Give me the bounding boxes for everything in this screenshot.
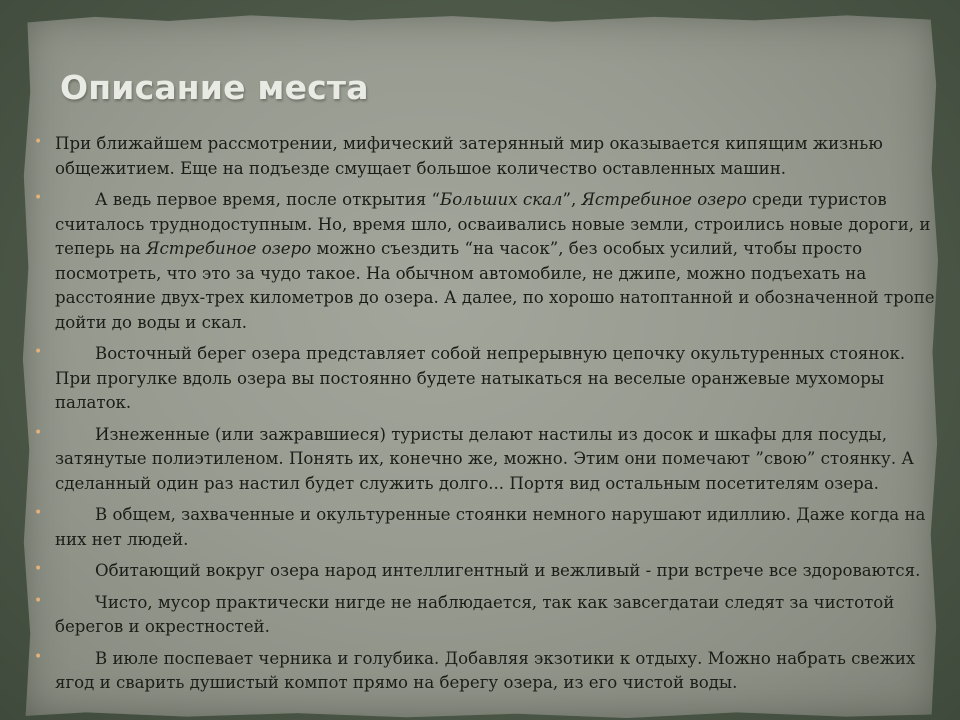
slide-title: Описание места xyxy=(60,68,369,107)
bullet-text-part: среди туристов считалось труднодоступным. Но, время шло, осваивались новые земли, строились новые дороги, и теперь на xyxy=(55,190,931,258)
bullet-item xyxy=(34,342,944,416)
bullet-item xyxy=(34,188,944,335)
bullet-list xyxy=(34,132,944,703)
bullet-text: Чисто, мусор практически нигде не наблюдается, так как завсегдатаи следят за чистотой берегов и окрестностей. xyxy=(55,592,895,636)
bullet-icon: • xyxy=(34,592,43,609)
bullet-text-italic: Ястребиное озеро xyxy=(146,239,312,258)
bullet-item xyxy=(34,503,944,552)
bullet-icon: • xyxy=(34,648,43,665)
bullet-text: В июле поспевает черника и голубика. Добавляя экзотики к отдыху. Можно набрать свежих ягод и сварить душистый компот прямо на берегу озера, из его чистой воды. xyxy=(55,648,916,692)
bullet-text-part: можно съездить “на часок”, без особых усилий, чтобы просто посмотреть, что это за чудо такое. На обычном автомобиле, не джипе, можно подъехать на расстояние двух-трех километров до озера. А далее, по хорошо натоптанной и обозначенной тропе дойти до воды и скал. xyxy=(55,239,935,332)
bullet-icon: • xyxy=(34,190,43,206)
bullet-item xyxy=(34,647,944,696)
bullet-text: Обитающий вокруг озера народ интеллигентный и вежливый - при встрече все здороваются. xyxy=(95,561,921,580)
bullet-text: Изнеженные (или зажравшиеся) туристы делают настилы из досок и шкафы для посуды, затянутые полиэтиленом. Понять их, конечно же, можно. Этим они помечают ”свою” стоянку. А сделанный один раз настил будет служить долго... Портя вид остальным посетителям озера. xyxy=(55,424,914,493)
bullet-item xyxy=(34,423,944,497)
bullet-text-italic: Больших скал xyxy=(440,190,563,209)
bullet-item xyxy=(34,132,944,181)
bullet-icon: • xyxy=(34,424,43,441)
bullet-item xyxy=(34,591,944,640)
bullet-text-italic: Ястребиное озеро xyxy=(581,190,747,209)
bullet-icon: • xyxy=(34,561,43,577)
bullet-item xyxy=(34,559,944,584)
bullet-text: В общем, захваченные и окультуренные стоянки немного нарушают идиллию. Даже когда на них нет людей. xyxy=(55,505,926,549)
bullet-text-part: А ведь первое время, после открытия “ xyxy=(95,190,440,209)
bullet-text: При ближайшем рассмотрении, мифический затерянный мир оказывается кипящим жизнью общежитием. Еще на подъезде смущает большое количество оставленных машин. xyxy=(55,134,883,178)
bullet-text: Восточный берег озера представляет собой непрерывную цепочку окультуренных стоянок. При прогулке вдоль озера вы постоянно будете натыкаться на веселые оранжевые мухоморы палаток. xyxy=(55,344,906,412)
bullet-text-part: ”, xyxy=(562,190,582,209)
bullet-icon: • xyxy=(34,134,43,150)
bullet-icon: • xyxy=(34,344,43,360)
bullet-icon: • xyxy=(34,505,43,521)
